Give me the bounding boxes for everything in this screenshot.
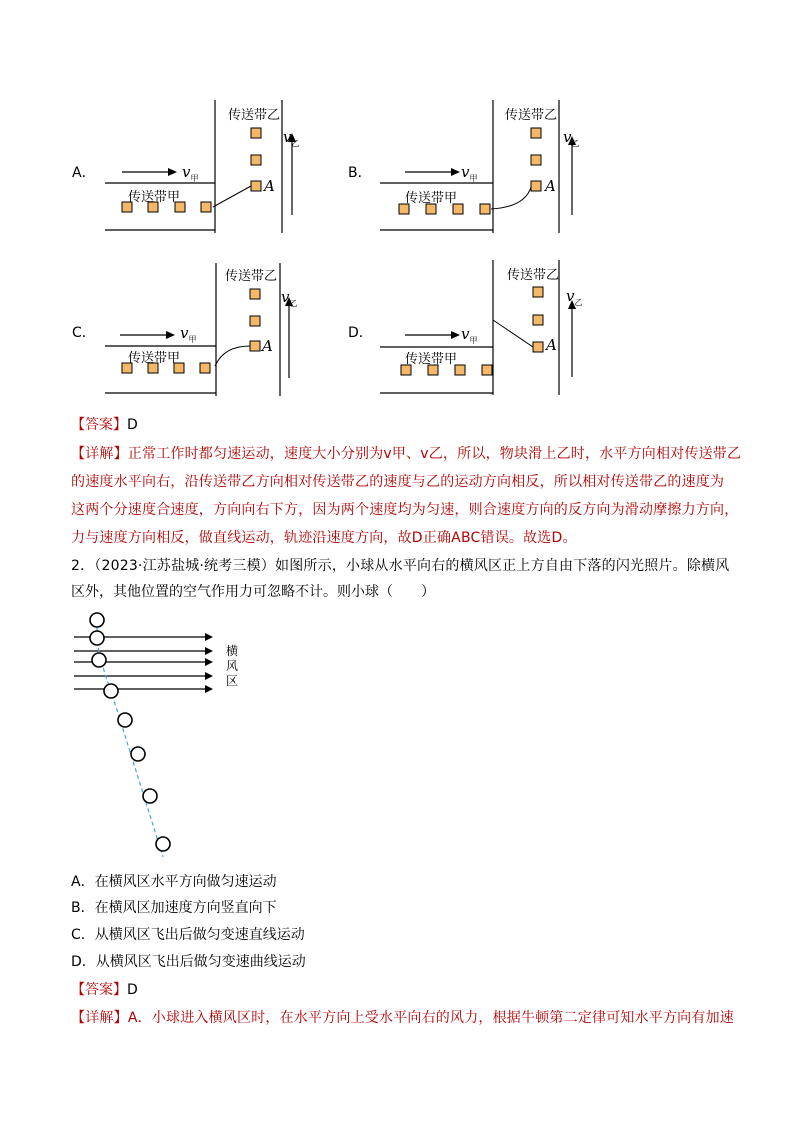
q2-stem-line-1: 2．（2023·江苏盐城·统考三模）如图所示，小球从水平向右的横风区正上方自由下落的闪光照片。除横风 [71,558,730,574]
belt1-label-d: 传送带甲 [405,352,458,367]
belt2-label-b: 传送带乙 [505,108,558,123]
point-d: A [546,336,557,354]
wind-label-3: 区 [226,674,239,688]
answer-value: D [127,417,138,433]
detail-tag: 【详解】 [71,446,128,462]
v2-b: $v_乙$ [563,128,580,148]
v1-b: $v_甲$ [461,163,478,183]
v2-a: $v_乙$ [283,128,300,148]
v2-d: $v_乙$ [566,287,583,307]
q1-detail-line-1: 【详解】正常工作时都匀速运动，速度大小分别为v甲、v乙，所以，物块滑上乙时，水平方向相对传送带乙 [71,446,742,462]
wind-label-1: 横 [226,644,239,658]
point-b: A [545,177,556,195]
q1-detail-line-2: 的速度水平向右，沿传送带乙方向相对传送带乙的速度与乙的运动方向相反，所以相对传送带乙的速度为 [71,474,725,490]
belt2-label-c: 传送带乙 [225,269,278,284]
option-letter-b: B． [348,165,372,181]
belt1-label-b: 传送带甲 [405,191,458,206]
v1-d: $v_甲$ [461,325,478,345]
v2-c: $v_乙$ [281,288,298,308]
q2-option-c: C．从横风区飞出后做匀变速直线运动 [71,927,305,943]
answer-tag: 【答案】 [71,417,127,433]
q2-option-d: D．从横风区飞出后做匀变速曲线运动 [71,954,306,970]
q2-option-a: A．在横风区水平方向做匀速运动 [71,874,277,890]
belt1-label-c: 传送带甲 [128,351,181,366]
q2-option-b: B．在横风区加速度方向竖直向下 [71,900,277,916]
detail-tag-2: 【详解】 [71,1010,128,1026]
belt2-label-d: 传送带乙 [507,268,560,283]
belt1-label-a: 传送带甲 [128,190,181,205]
option-letter-c: C． [72,325,96,341]
v1-c: $v_甲$ [180,324,197,344]
q1-detail-line-3: 这两个分速度合速度，方向向右下方，因为两个速度均为匀速，则合速度方向的反方向为滑动摩擦力方向， [71,502,739,518]
q2-stem-line-2: 区外，其他位置的空气作用力可忽略不计。则小球（ ） [71,584,435,600]
point-c: A [262,337,273,355]
option-letter-d: D． [348,325,373,341]
option-letter-a: A． [72,165,96,181]
q1-answer [71,415,138,435]
answer-value-2: D [127,982,138,998]
diagram-c [100,258,310,408]
ball-flashes [90,613,170,851]
belt2-label-a: 传送带乙 [228,108,281,123]
v1-a: $v_甲$ [182,163,199,183]
q2-detail-line-1: 【详解】A．小球进入横风区时，在水平方向上受水平向右的风力，根据牛顿第二定律可知水平方向有加速 [71,1010,734,1026]
q1-detail-line-4: 力与速度方向相反，做直线运动，轨迹沿速度方向，故D正确ABC错误。故选D。 [71,530,577,546]
wind-label-2: 风 [226,659,239,673]
q2-answer [71,980,138,1000]
answer-tag-2: 【答案】 [71,982,127,998]
point-a: A [264,177,275,195]
